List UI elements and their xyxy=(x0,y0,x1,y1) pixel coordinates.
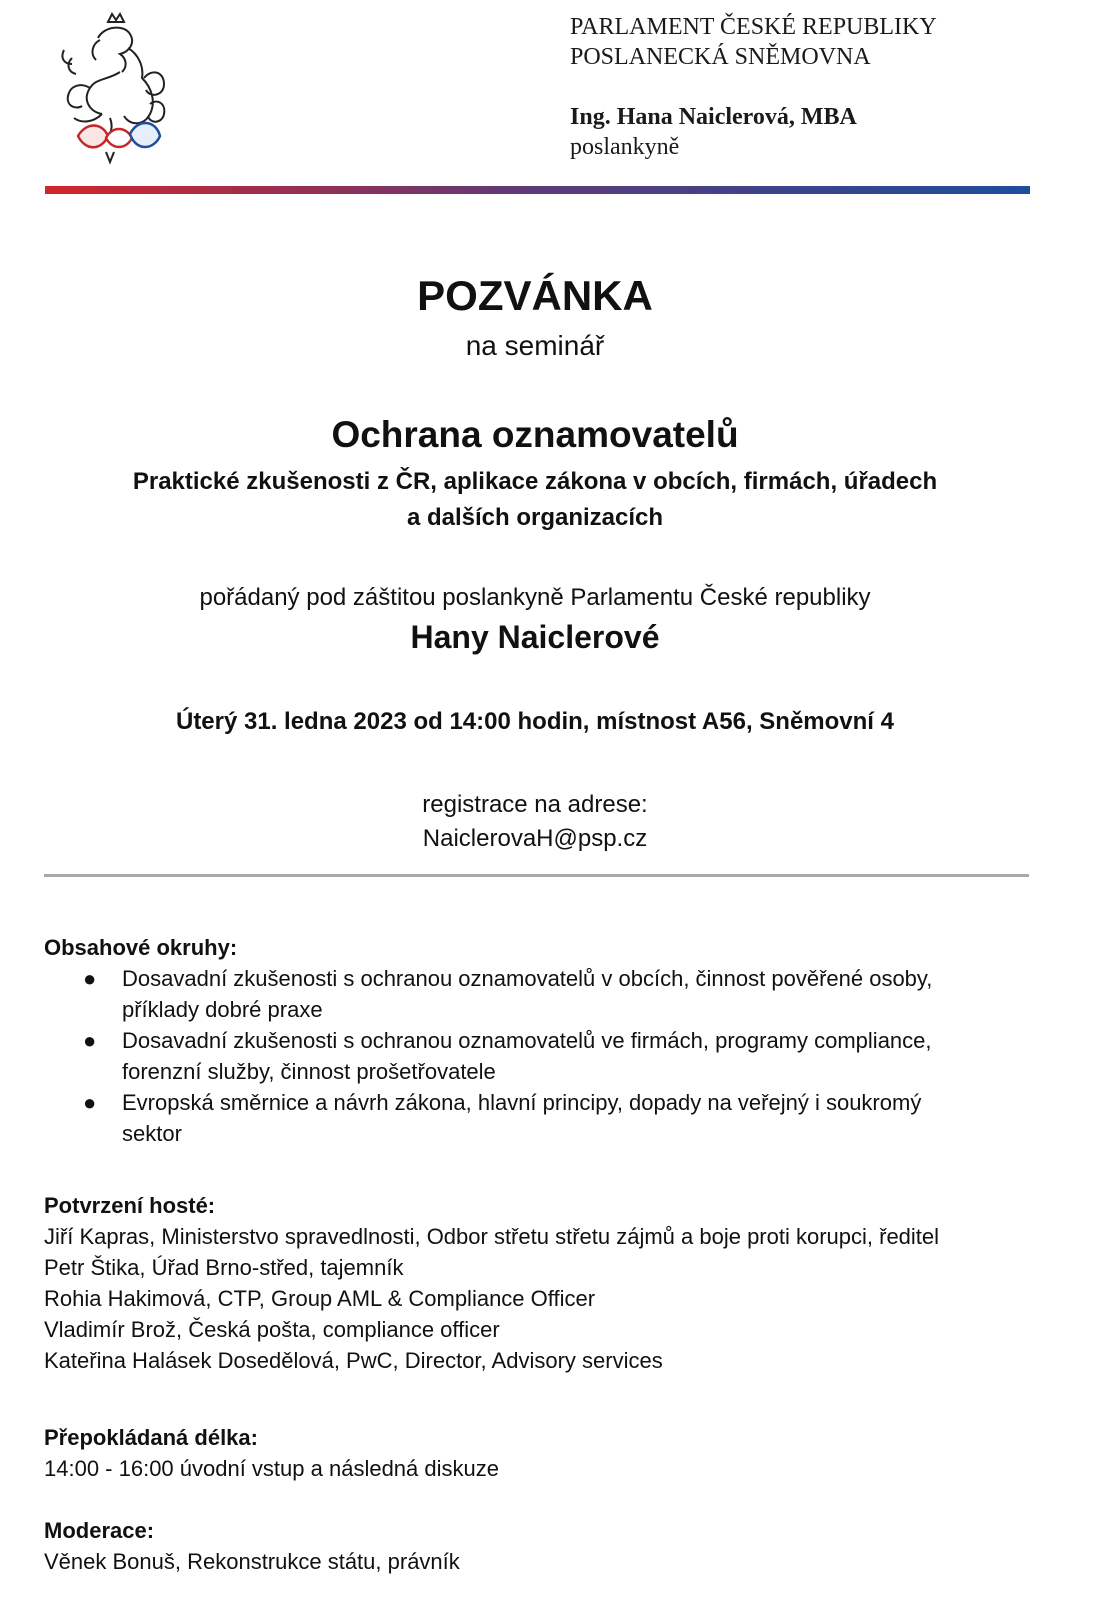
person-role: poslankyně xyxy=(570,134,680,160)
topic-line: forenzní služby, činnost prošetřovatele xyxy=(122,1059,496,1084)
guests-section xyxy=(44,1190,1074,1376)
guest-item: Jiří Kapras, Ministerstvo spravedlnosti, Odbor střetu střetu zájmů a boje proti korupci, ředitel xyxy=(44,1224,940,1249)
moderation-text: Věnek Bonuš, Rekonstrukce státu, právník xyxy=(44,1549,460,1574)
host-name: Hany Naiclerové xyxy=(410,619,660,655)
guest-item: Kateřina Halásek Dosedělová, PwC, Director, Advisory services xyxy=(44,1348,663,1373)
institution-line-2: POSLANECKÁ SNĚMOVNA xyxy=(570,44,871,70)
bullet-icon: ● xyxy=(83,1028,97,1053)
length-text: 14:00 - 16:00 úvodní vstup a následná diskuze xyxy=(44,1456,499,1481)
topics-list xyxy=(44,963,1074,1149)
invitation-title: POZVÁNKA xyxy=(417,272,653,319)
topic-line: Dosavadní zkušenosti s ochranou oznamovatelů v obcích, činnost pověřené osoby, xyxy=(122,966,933,991)
guests-heading: Potvrzení hosté: xyxy=(44,1193,216,1218)
guest-item: Petr Štika, Úřad Brno-střed, tajemník xyxy=(44,1255,404,1280)
length-heading: Přepokládaná délka: xyxy=(44,1425,258,1450)
tricolor-divider xyxy=(45,186,1030,194)
topics-section xyxy=(44,932,1074,1149)
list-item xyxy=(44,963,1052,1025)
guest-item: Rohia Hakimová, CTP, Group AML & Compliance Officer xyxy=(44,1286,596,1311)
section-divider xyxy=(44,874,1029,877)
topic-line: Evropská směrnice a návrh zákona, hlavní principy, dopady na veřejný i soukromý xyxy=(122,1090,922,1115)
topic-subtitle-line-2: a dalších organizacích xyxy=(406,504,664,531)
registration-email-link[interactable]: NaiclerovaH@psp.cz xyxy=(422,825,648,852)
seminar-topic: Ochrana oznamovatelů xyxy=(331,414,739,455)
auspice-text: pořádaný pod záštitou poslankyně Parlamentu České republiky xyxy=(199,584,871,611)
person-name: Ing. Hana Naiclerová, MBA xyxy=(570,104,857,130)
list-item xyxy=(44,1087,1052,1149)
institution-line-1: PARLAMENT ČESKÉ REPUBLIKY xyxy=(570,14,937,40)
invitation-subtitle: na seminář xyxy=(465,330,605,361)
list-item xyxy=(44,1025,1052,1087)
length-section xyxy=(44,1422,1074,1484)
parliament-lion-emblem-logo xyxy=(50,8,170,168)
letterhead xyxy=(570,12,937,162)
bullet-icon: ● xyxy=(83,966,97,991)
topic-line: sektor xyxy=(122,1121,182,1146)
bullet-icon: ● xyxy=(83,1090,97,1115)
topic-line: Dosavadní zkušenosti s ochranou oznamovatelů ve firmách, programy compliance, xyxy=(122,1028,932,1053)
registration-label: registrace na adrese: xyxy=(422,791,648,818)
seminar-topic-subtitle xyxy=(0,464,1070,536)
moderation-section xyxy=(44,1515,1074,1577)
event-date-place: Úterý 31. ledna 2023 od 14:00 hodin, místnost A56, Sněmovní 4 xyxy=(175,708,894,735)
topics-heading: Obsahové okruhy: xyxy=(44,935,238,960)
topic-line: příklady dobré praxe xyxy=(122,997,323,1022)
guest-item: Vladimír Brož, Česká pošta, compliance officer xyxy=(44,1317,500,1342)
moderation-heading: Moderace: xyxy=(44,1518,155,1543)
topic-subtitle-line-1: Praktické zkušenosti z ČR, aplikace zákona v obcích, firmách, úřadech xyxy=(132,468,938,495)
